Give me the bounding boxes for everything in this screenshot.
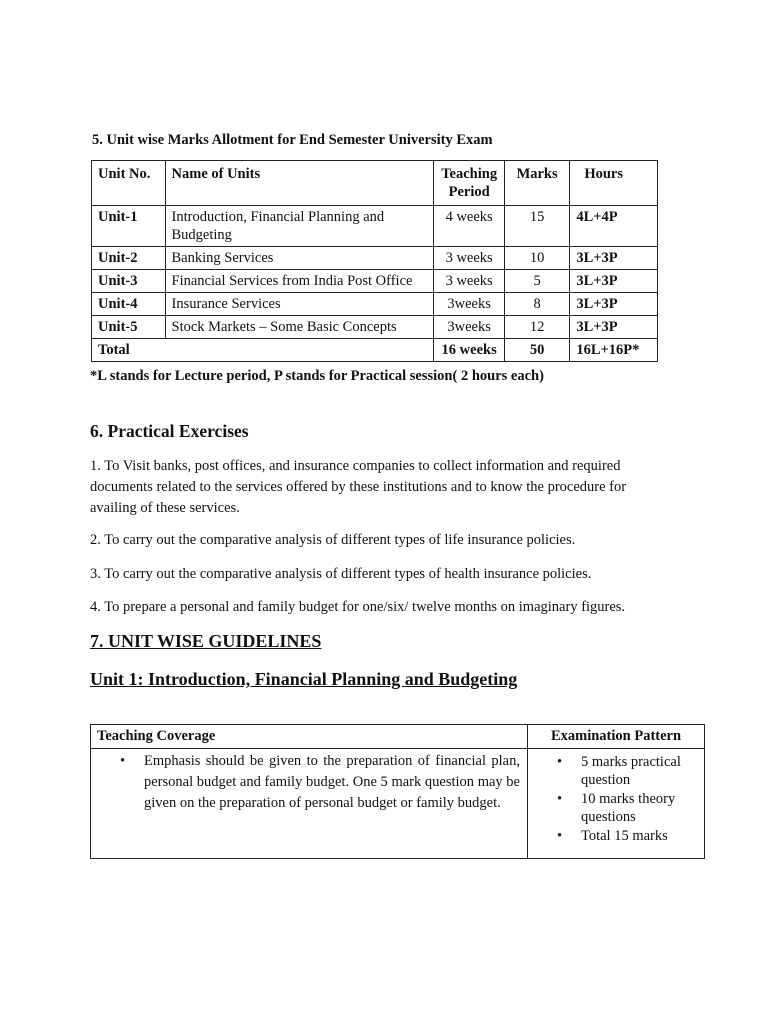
section-7-title: 7. UNIT WISE GUIDELINES <box>90 631 322 651</box>
section-6-title: 6. Practical Exercises <box>90 421 249 441</box>
cell-name: Banking Services <box>165 247 434 270</box>
cell-unit: Unit-1 <box>92 206 166 247</box>
unit-1-guideline-table <box>90 724 705 859</box>
table-row <box>92 206 658 247</box>
cell-name: Introduction, Financial Planning and Budgeting <box>165 206 434 247</box>
cell-marks: 10 <box>504 247 569 270</box>
exam-pattern-text: 10 marks theory questions <box>581 791 676 825</box>
table-row <box>92 270 658 293</box>
header-marks: Marks <box>504 161 569 206</box>
teaching-coverage-cell <box>91 749 528 859</box>
cell-teaching: 3 weeks <box>434 247 504 270</box>
cell-total-teaching: 16 weeks <box>434 339 504 362</box>
cell-unit: Unit-4 <box>92 293 166 316</box>
bullet-icon: • <box>557 828 563 844</box>
bullet-icon: • <box>120 753 126 769</box>
cell-name: Financial Services from India Post Office <box>165 270 434 293</box>
examination-pattern-list <box>529 753 703 845</box>
cell-hours: 4L+4P <box>570 206 658 247</box>
cell-teaching: 4 weeks <box>434 206 504 247</box>
cell-hours: 3L+3P <box>570 293 658 316</box>
unit-1-title: Unit 1: Introduction, Financial Planning and Budgeting <box>90 669 518 689</box>
list-item <box>529 827 703 845</box>
section-5-title: 5. Unit wise Marks Allotment for End Semester University Exam <box>92 132 493 148</box>
cell-teaching: 3weeks <box>434 293 504 316</box>
practical-exercise-4: 4. To prepare a personal and family budget for one/six/ twelve months on imaginary figures. <box>90 599 626 615</box>
cell-marks: 8 <box>504 293 569 316</box>
cell-hours: 3L+3P <box>570 247 658 270</box>
teaching-coverage-text: Emphasis should be given to the preparation of financial plan, personal budget and family budget. One 5 mark question may be given on the preparation of personal budget or family budget. <box>144 753 520 811</box>
exam-pattern-text: Total 15 marks <box>581 828 668 844</box>
guide-header-row <box>91 725 705 749</box>
bullet-icon: • <box>557 791 563 807</box>
exam-pattern-text: 5 marks practical question <box>581 754 681 788</box>
header-hours: Hours <box>570 161 658 206</box>
cell-unit: Unit-2 <box>92 247 166 270</box>
cell-teaching: 3 weeks <box>434 270 504 293</box>
cell-total-marks: 50 <box>504 339 569 362</box>
table-row <box>92 293 658 316</box>
table-footnote: *L stands for Lecture period, P stands for Practical session( 2 hours each) <box>90 368 544 384</box>
table-total-row <box>92 339 658 362</box>
cell-marks: 5 <box>504 270 569 293</box>
header-teaching-period: Teaching Period <box>434 161 504 206</box>
guide-body-row <box>91 749 705 859</box>
marks-allotment-table <box>91 160 658 362</box>
cell-total-label: Total <box>92 339 434 362</box>
teaching-coverage-header: Teaching Coverage <box>91 725 528 749</box>
practical-exercise-2: 2. To carry out the comparative analysis of different types of life insurance policies. <box>90 532 576 548</box>
list-item <box>529 790 703 826</box>
cell-unit: Unit-3 <box>92 270 166 293</box>
cell-hours: 3L+3P <box>570 316 658 339</box>
cell-hours: 3L+3P <box>570 270 658 293</box>
cell-name: Stock Markets – Some Basic Concepts <box>165 316 434 339</box>
table-row <box>92 316 658 339</box>
bullet-icon: • <box>557 754 563 770</box>
list-item <box>92 751 526 814</box>
table-header-row <box>92 161 658 206</box>
practical-exercise-1: 1. To Visit banks, post offices, and insurance companies to collect information and required documents related to the services offered by these institutions and to know the procedure for availing of these services. <box>90 458 627 516</box>
examination-pattern-header: Examination Pattern <box>528 725 705 749</box>
cell-name: Insurance Services <box>165 293 434 316</box>
cell-teaching: 3weeks <box>434 316 504 339</box>
practical-exercise-3: 3. To carry out the comparative analysis of different types of health insurance policies. <box>90 566 592 582</box>
list-item <box>529 753 703 789</box>
cell-marks: 15 <box>504 206 569 247</box>
header-name-of-units: Name of Units <box>165 161 434 206</box>
cell-total-hours: 16L+16P* <box>570 339 658 362</box>
cell-marks: 12 <box>504 316 569 339</box>
teaching-coverage-list <box>92 751 526 814</box>
header-unit-no: Unit No. <box>92 161 166 206</box>
table-row <box>92 247 658 270</box>
examination-pattern-cell <box>528 749 705 859</box>
cell-unit: Unit-5 <box>92 316 166 339</box>
